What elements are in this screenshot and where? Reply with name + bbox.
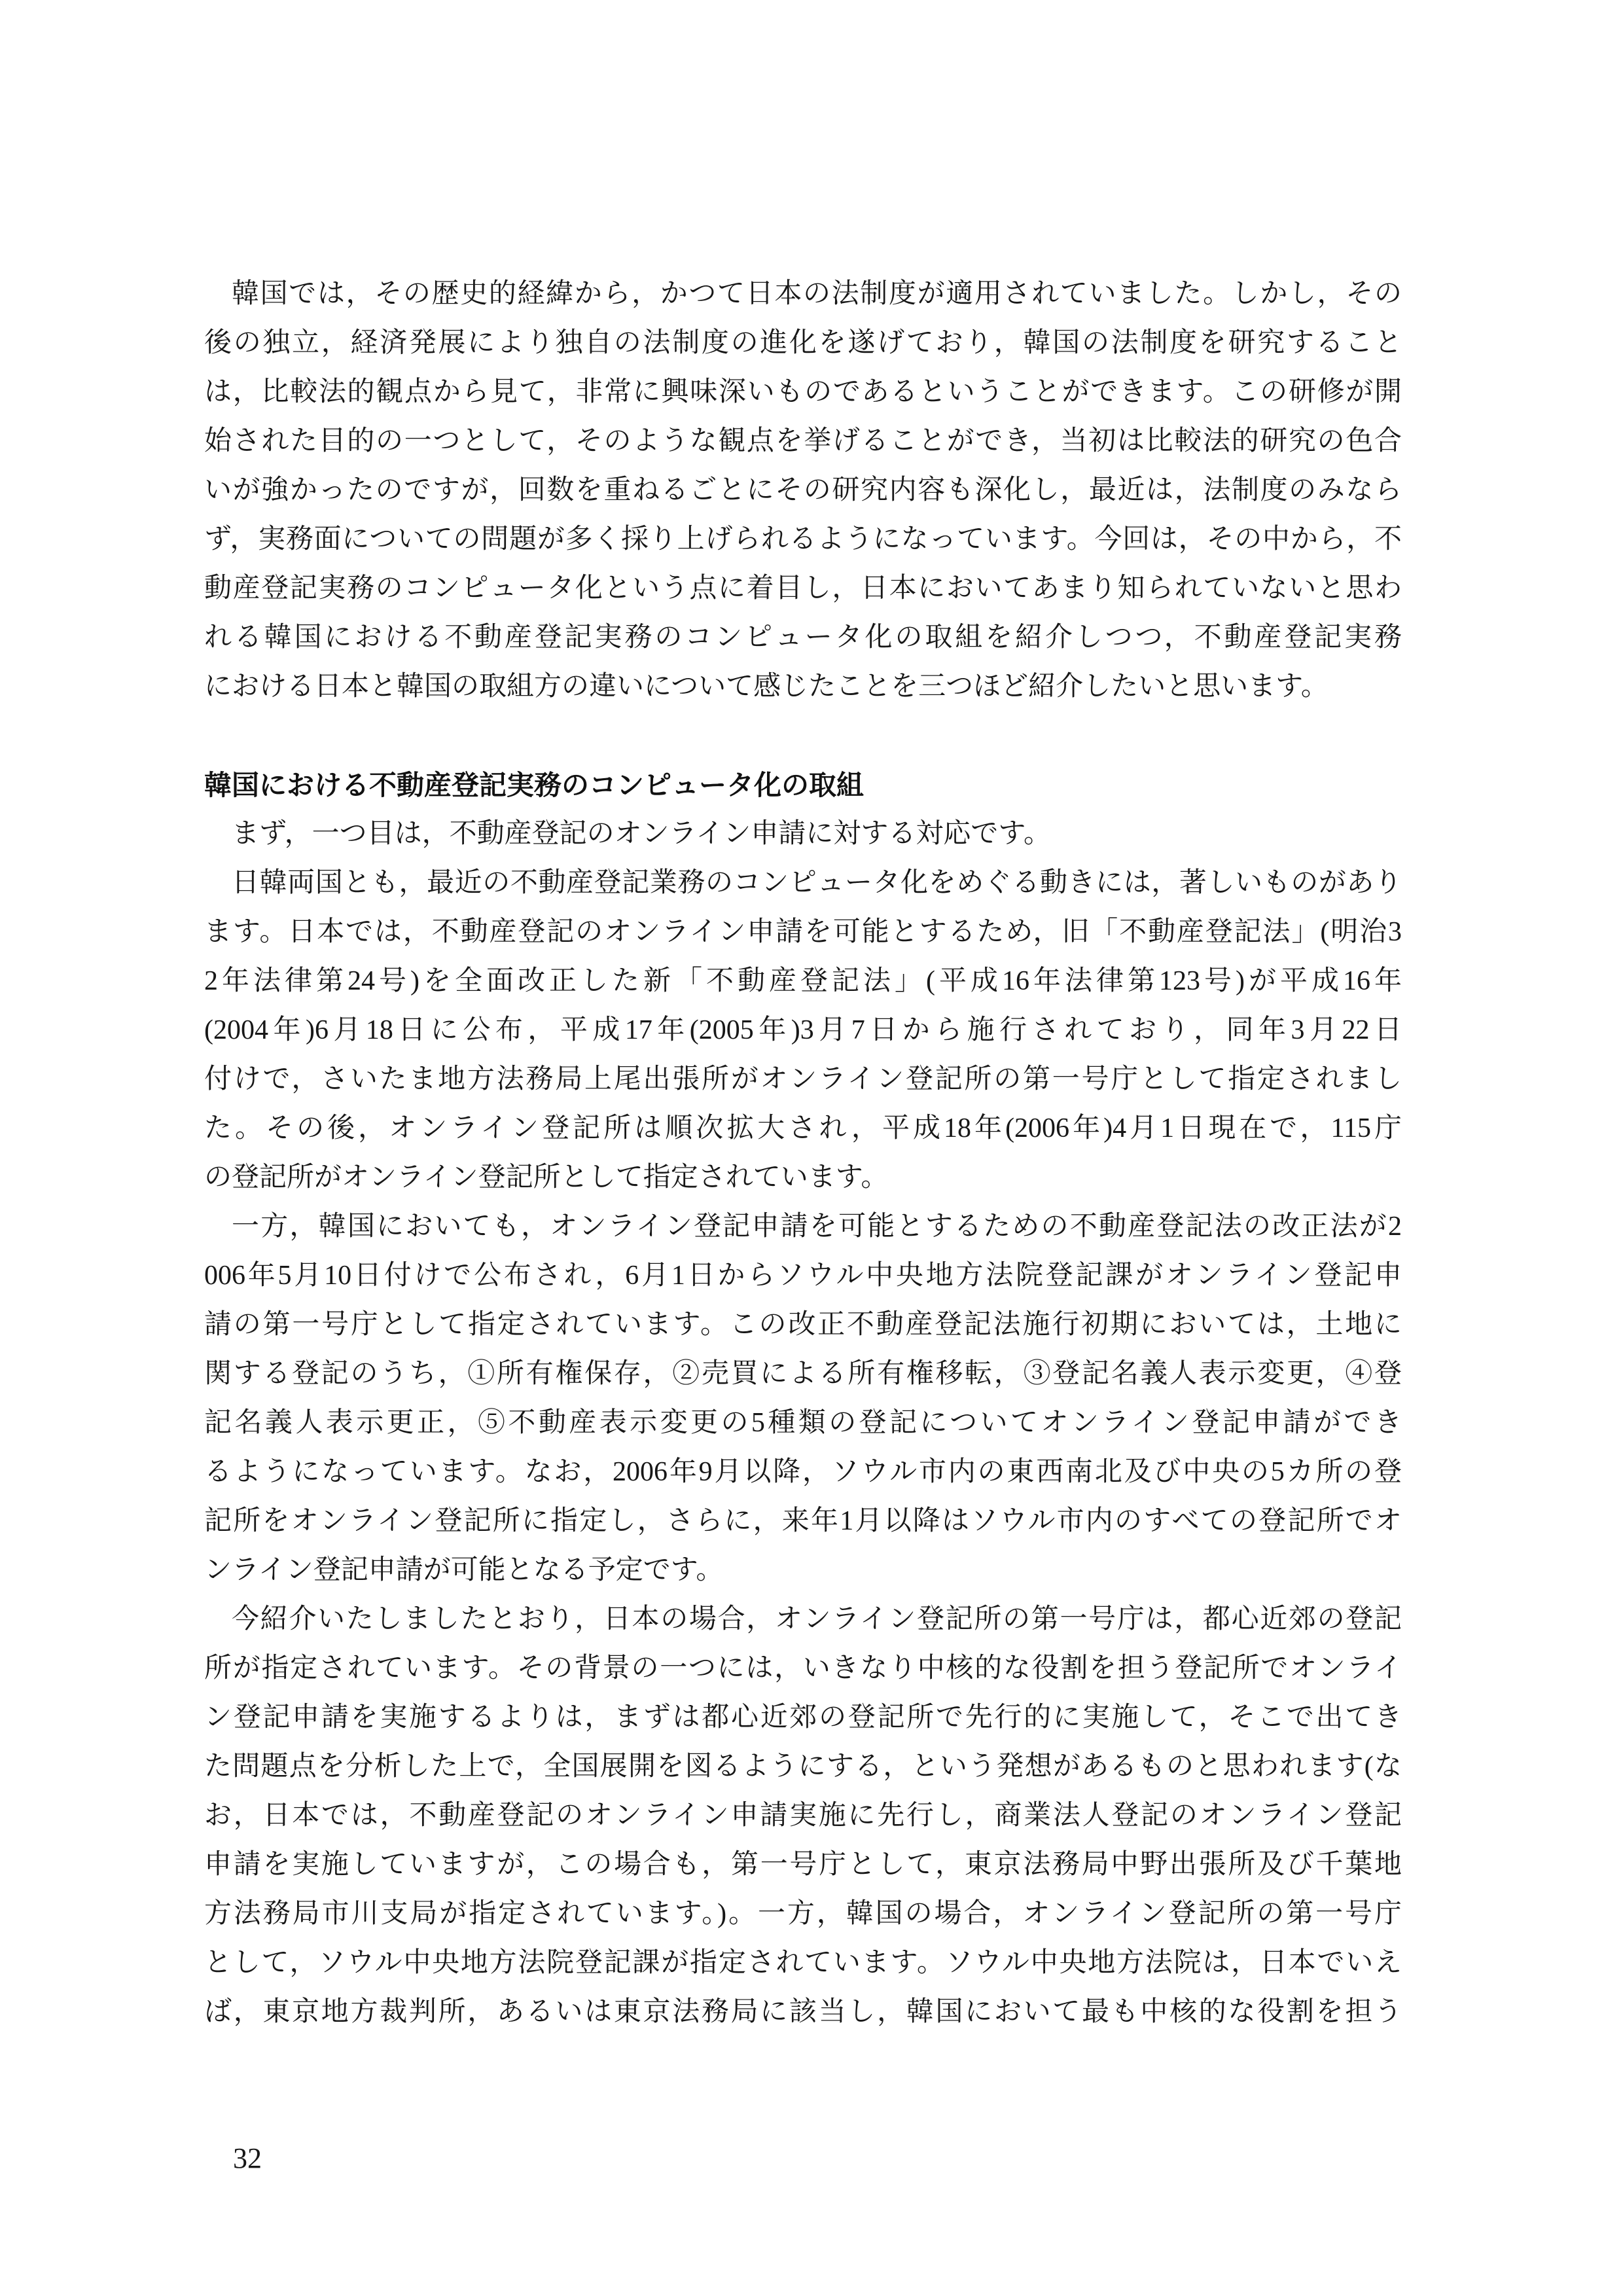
text-line: 始された目的の一つとして，そのような観点を挙げることができ，当初は比較法的研究の色合 <box>204 426 1402 456</box>
text-line: 今紹介いたしましたとおり，日本の場合，オンライン登記所の第一号庁は，都心近郊の登記 <box>232 1604 1402 1634</box>
section-heading: 韓国における不動産登記実務のコンピュータ化の取組 <box>204 770 865 800</box>
text-line: 所が指定されています。その背景の一つには，いきなり中核的な役割を担う登記所でオンライ <box>204 1653 1402 1683</box>
text-line: 2年法律第24号)を全面改正した新「不動産登記法」(平成16年法律第123号)が平成16年 <box>204 966 1402 996</box>
text-line: (2004年)6月18日に公布，平成17年(2005年)3月7日から施行されており，同年3月22日 <box>204 1015 1402 1045</box>
text-line: 付けで，さいたま地方法務局上尾出張所がオンライン登記所の第一号庁として指定されまし <box>204 1064 1402 1094</box>
paragraph-spacer <box>204 711 1402 761</box>
text-line: 006年5月10日付けで公布され，6月1日からソウル中央地方法院登記課がオンライン登記申 <box>204 1261 1402 1291</box>
text-line: 日韓両国とも，最近の不動産登記業務のコンピュータ化をめぐる動きには，著しいものがあり <box>232 868 1402 898</box>
text-line: 一方，韓国においても，オンライン登記申請を可能とするための不動産登記法の改正法が2 <box>232 1211 1402 1242</box>
body-text <box>204 270 1402 2037</box>
text-line: の登記所がオンライン登記所として指定されています。 <box>204 1162 889 1193</box>
text-line: 後の独立，経済発展により独自の法制度の進化を遂げており，韓国の法制度を研究すること <box>204 328 1402 358</box>
text-line: ます。日本では，不動産登記のオンライン申請を可能とするため，旧「不動産登記法」(明治3 <box>204 917 1402 947</box>
text-line: た。その後，オンライン登記所は順次拡大され，平成18年(2006年)4月1日現在で，115庁 <box>204 1113 1402 1143</box>
text-line: 韓国では，その歴史的経緯から，かつて日本の法制度が適用されていました。しかし，その <box>232 279 1402 309</box>
page-number: 32 <box>233 2142 262 2174</box>
text-line: 記所をオンライン登記所に指定し，さらに，来年1月以降はソウル市内のすべての登記所でオ <box>204 1506 1402 1536</box>
text-line: れる韓国における不動産登記実務のコンピュータ化の取組を紹介しつつ，不動産登記実務 <box>204 622 1402 653</box>
text-line: は，比較法的観点から見て，非常に興味深いものであるということができます。この研修が開 <box>204 377 1402 407</box>
text-line: お，日本では，不動産登記のオンライン申請実施に先行し，商業法人登記のオンライン登記 <box>204 1801 1402 1831</box>
text-line: た問題点を分析した上で，全国展開を図るようにする，という発想があるものと思われます(な <box>204 1751 1402 1782</box>
text-line: における日本と韓国の取組方の違いについて感じたことを三つほど紹介したいと思います。 <box>204 672 1329 702</box>
text-line: るようになっています。なお，2006年9月以降，ソウル市内の東西南北及び中央の5カ所の登 <box>204 1457 1402 1487</box>
text-line: 記名義人表示更正，⑤不動産表示変更の5種類の登記についてオンライン登記申請ができ <box>204 1408 1402 1438</box>
text-line: 関する登記のうち，①所有権保存，②売買による所有権移転，③登記名義人表示変更，④登 <box>204 1359 1402 1389</box>
text-line: ンライン登記申請が可能となる予定です。 <box>204 1555 724 1585</box>
text-line: ず，実務面についての問題が多く採り上げられるようになっています。今回は，その中から，不 <box>204 524 1402 554</box>
text-line: 方法務局市川支局が指定されています。)。一方，韓国の場合，オンライン登記所の第一号庁 <box>204 1899 1402 1929</box>
text-line: ン登記申請を実施するよりは，まずは都心近郊の登記所で先行的に実施して，そこで出てき <box>204 1702 1402 1732</box>
text-line: まず，一つ目は，不動産登記のオンライン申請に対する対応です。 <box>232 819 1052 849</box>
text-line: 動産登記実務のコンピュータ化という点に着目し，日本においてあまり知られていないと思わ <box>204 573 1402 603</box>
text-line: として，ソウル中央地方法院登記課が指定されています。ソウル中央地方法院は，日本でいえ <box>204 1948 1402 1978</box>
text-line: 請の第一号庁として指定されています。この改正不動産登記法施行初期においては，土地に <box>204 1310 1402 1340</box>
text-line: いが強かったのですが，回数を重ねるごとにその研究内容も深化し，最近は，法制度のみなら <box>204 475 1402 505</box>
text-line: 申請を実施していますが，この場合も，第一号庁として，東京法務局中野出張所及び千葉地 <box>204 1850 1402 1880</box>
text-line: ば，東京地方裁判所，あるいは東京法務局に該当し，韓国において最も中核的な役割を担う <box>204 1997 1402 2027</box>
